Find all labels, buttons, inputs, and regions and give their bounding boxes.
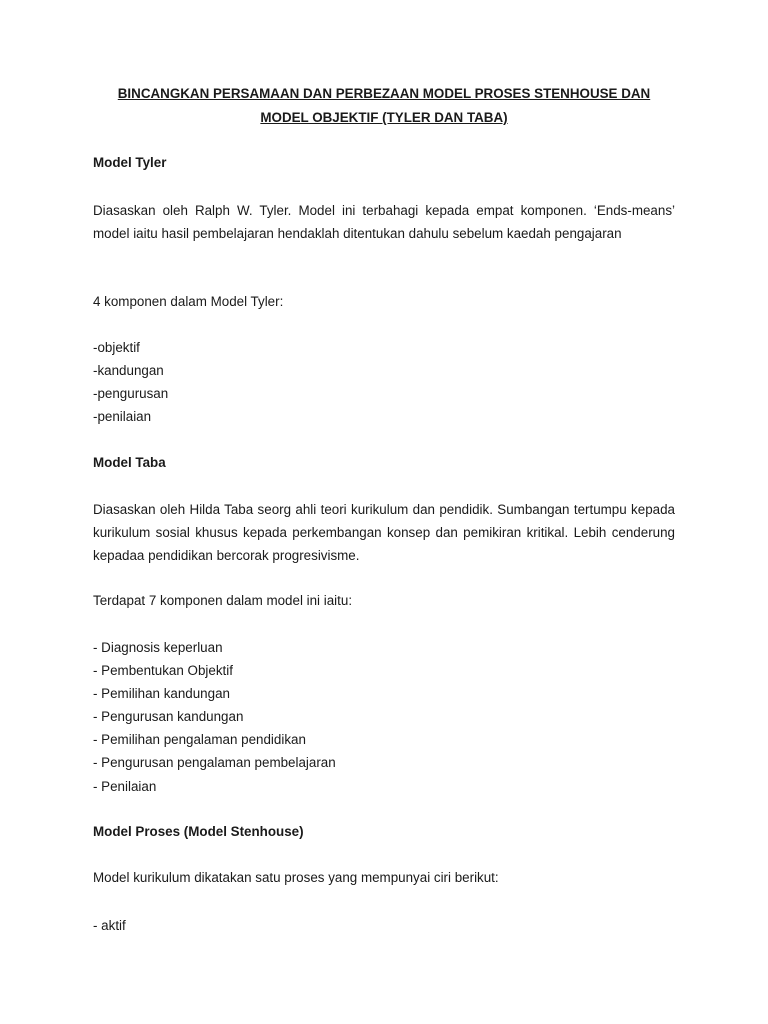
tyler-paragraph: Diasaskan oleh Ralph W. Tyler. Model ini terbahagi kepada empat komponen. ‘Ends-means’ model iaitu hasil pembelajaran hendaklah ditentukan dahulu sebelum kaedah pengajaran xyxy=(93,203,675,241)
list-item: - Pemilihan pengalaman pendidikan xyxy=(93,732,306,748)
tyler-components-list xyxy=(93,336,168,428)
list-item: - Pengurusan pengalaman pembelajaran xyxy=(93,755,336,771)
list-item: - Pemilihan kandungan xyxy=(93,686,230,702)
list-item: - Pembentukan Objektif xyxy=(93,663,233,679)
taba-components-list xyxy=(93,636,336,798)
tyler-components-intro: 4 komponen dalam Model Tyler: xyxy=(93,294,284,309)
taba-components-intro: Terdapat 7 komponen dalam model ini iaitu: xyxy=(93,593,353,608)
document-title-line-2: MODEL OBJEKTIF (TYLER DAN TABA) xyxy=(260,110,508,125)
list-item: - Diagnosis keperluan xyxy=(93,640,223,655)
section-heading-tyler: Model Tyler xyxy=(93,155,167,170)
list-item: - Penilaian xyxy=(93,778,157,794)
stenhouse-traits-list xyxy=(93,914,126,937)
section-heading-taba: Model Taba xyxy=(93,455,166,470)
list-item: -objektif xyxy=(93,340,140,355)
section-heading-stenhouse: Model Proses (Model Stenhouse) xyxy=(93,824,304,839)
document-title-line-1: BINCANGKAN PERSAMAAN DAN PERBEZAAN MODEL PROSES STENHOUSE DAN xyxy=(117,86,651,101)
list-item: -pengurusan xyxy=(93,386,169,402)
list-item: -penilaian xyxy=(93,409,152,425)
taba-paragraph: Diasaskan oleh Hilda Taba seorg ahli teori kurikulum dan pendidik. Sumbangan tertumpu kepada kurikulum sosial khusus kepada perkembangan konsep dan pemikiran kritikal. Lebih cenderung kepadaa pendidikan bercorak progresivisme. xyxy=(93,502,675,563)
list-item: - Pengurusan kandungan xyxy=(93,709,244,725)
stenhouse-intro: Model kurikulum dikatakan satu proses yang mempunyai ciri berikut: xyxy=(93,870,499,885)
list-item: - aktif xyxy=(93,918,126,933)
list-item: -kandungan xyxy=(93,363,164,379)
